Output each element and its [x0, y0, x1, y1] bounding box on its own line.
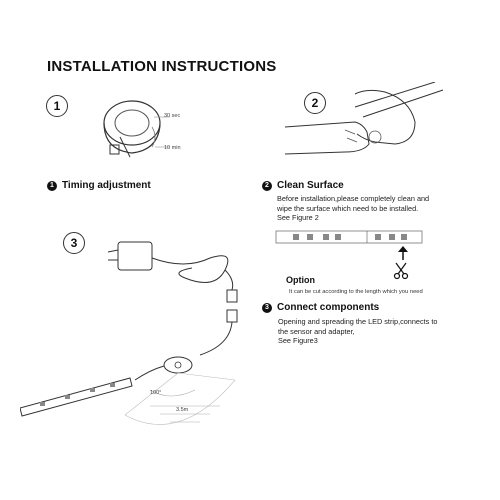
step3-figure-number: 3 — [63, 232, 85, 254]
step1-heading — [47, 180, 151, 191]
led-strip-figure — [275, 228, 425, 248]
page-title: INSTALLATION INSTRUCTIONS — [47, 58, 277, 75]
step2-badge: 2 — [262, 181, 272, 191]
step3-text-line: Opening and spreading the LED strip,connects to — [278, 317, 438, 326]
step1-badge: 1 — [47, 181, 57, 191]
option-heading: Option — [286, 275, 315, 285]
dial-top-label: 30 sec — [164, 113, 181, 119]
step3-heading-text: Connect components — [277, 302, 380, 313]
option-note: It can be cut according to the length which you need — [289, 289, 423, 295]
connection-diagram — [20, 230, 260, 440]
step2-heading — [262, 180, 344, 191]
step2-figure-number: 2 — [304, 92, 326, 114]
step3-description — [278, 317, 478, 346]
step3-badge: 3 — [262, 303, 272, 313]
cut-arrow-icon — [397, 246, 409, 260]
step3-heading — [262, 302, 379, 313]
step2-text-line: See Figure 2 — [277, 213, 319, 222]
step2-description — [277, 194, 457, 223]
step2-heading-text: Clean Surface — [277, 180, 344, 191]
step1-figure-number: 1 — [46, 95, 68, 117]
sensor-distance-label: 3.5m — [176, 407, 189, 413]
step2-text-line: wipe the surface which need to be installed. — [277, 203, 419, 213]
sensor-dial-figure — [100, 95, 200, 165]
sensor-angle-label: 100° — [150, 390, 162, 396]
scissors-icon — [393, 262, 409, 280]
step1-heading-text: Timing adjustment — [62, 180, 151, 191]
step3-text-line: the sensor and adapter, — [278, 326, 355, 336]
hand-wiping-figure — [275, 82, 445, 162]
dial-bottom-label: 10 min — [164, 145, 181, 151]
step2-text-line: Before installation,please completely clean and — [277, 194, 430, 203]
step3-text-line: See Figure3 — [278, 336, 318, 345]
